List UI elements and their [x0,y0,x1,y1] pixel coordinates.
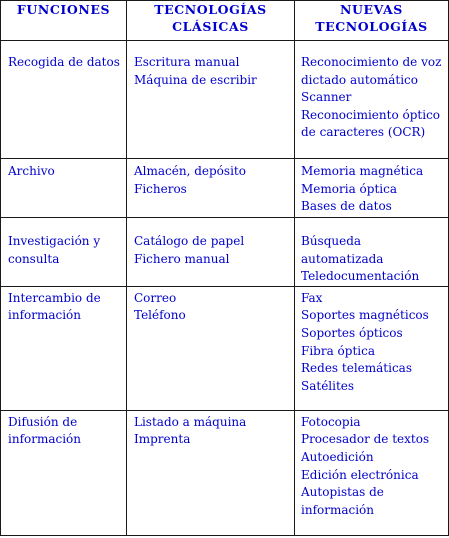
list-item: Redes telemáticas [301,361,412,376]
list-item: Soportes magnéticos [301,308,429,323]
cell-funcion [1,159,127,218]
cell-nuevas [295,159,448,218]
header-row [1,1,448,41]
cell-nuevas [295,411,448,535]
list-item: Listado a máquina [134,414,247,429]
list-item: Catálogo de papel [134,234,245,248]
list-item: Máquina de escribir [134,72,257,87]
header-nuevas-line-1: NUEVAS [340,2,403,17]
funcion-label: Archivo [8,164,55,178]
list-item: Teledocumentación [301,269,420,284]
list-item: Reconocimiento óptico de caracteres (OCR) [301,107,441,140]
cell-clasicas [127,411,295,535]
list-item: Fibra óptica [301,343,375,358]
cell-funcion [1,287,127,411]
table-row [1,41,448,159]
header-nuevas-line-2: TECNOLOGÍAS [315,19,428,34]
list-item: Satélites [301,378,355,393]
funcion-label: Intercambio de información [8,290,101,323]
list-item: Reconocimiento de voz dictado automático [301,55,442,87]
header-tecnologias-clasicas [127,1,295,41]
list-item: Correo [134,290,177,305]
header-nuevas-tecnologias [295,1,448,41]
list-item: Búsqueda automatizada [301,234,384,266]
cell-clasicas [127,287,295,411]
funcion-label: Recogida de datos [8,55,120,69]
cell-funcion [1,218,127,287]
list-item: Autopistas de información [301,485,384,517]
cell-funcion [1,411,127,535]
list-item: Edición electrónica [301,467,419,482]
funcion-label: Investigación y consulta [8,234,101,266]
list-item: Ficheros [134,181,187,196]
cell-clasicas [127,218,295,287]
header-clasicas-line-2: CLÁSICAS [172,19,249,34]
list-item: Memoria magnética [301,164,424,178]
header-funciones [1,1,127,41]
list-item: Memoria óptica [301,181,397,196]
list-item: Autoedición [301,449,374,464]
cell-nuevas [295,287,448,411]
list-item: Procesador de textos [301,432,430,447]
header-clasicas-line-1: TECNOLOGÍAS [154,2,267,17]
cell-nuevas [295,41,448,159]
list-item: Almacén, depósito [134,164,246,178]
table-row [1,287,448,411]
header-funciones-label: FUNCIONES [16,2,111,17]
table-row [1,218,448,287]
list-item: Soportes ópticos [301,325,403,340]
table-row [1,159,448,218]
cell-clasicas [127,41,295,159]
list-item: Teléfono [134,308,186,323]
list-item: Scanner [301,90,352,105]
list-item: Escritura manual [134,55,240,69]
table-row [1,411,448,535]
funcion-label: Difusión de información [8,414,82,447]
list-item: Bases de datos [301,199,392,214]
cell-funcion [1,41,127,159]
cell-nuevas [295,218,448,287]
cell-clasicas [127,159,295,218]
list-item: Fotocopia [301,414,361,429]
list-item: Imprenta [134,432,191,447]
list-item: Fichero manual [134,251,230,266]
list-item: Fax [301,290,323,305]
